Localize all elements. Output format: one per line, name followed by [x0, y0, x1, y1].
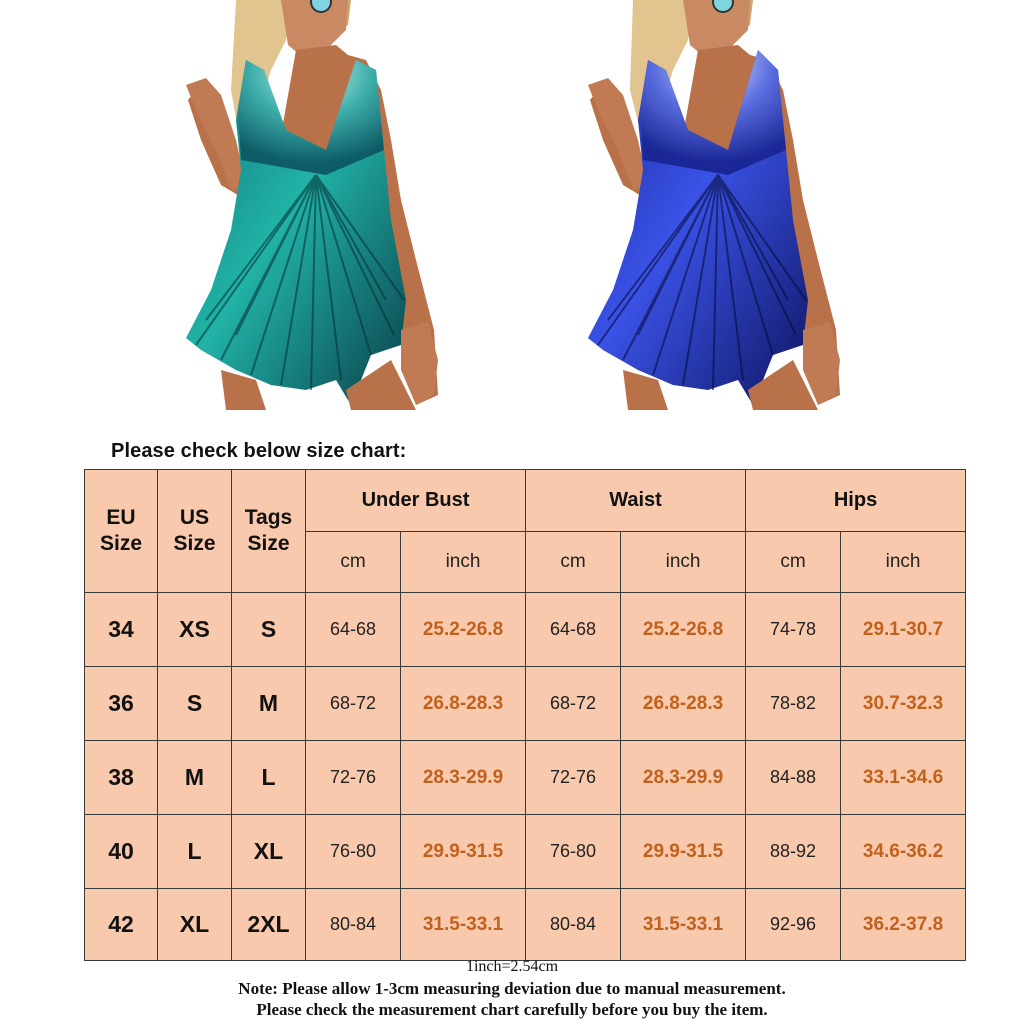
tag-size-cell: L [232, 741, 306, 815]
waist-inch-cell: 25.2-26.8 [621, 593, 746, 667]
us-size-cell: M [158, 741, 232, 815]
hips-inch-cell: 30.7-32.3 [841, 667, 966, 741]
hips-cm-cell: 78-82 [746, 667, 841, 741]
under-bust-cm-cell: 80-84 [306, 889, 401, 961]
unit-header: inch [401, 532, 526, 593]
under-bust-cm-cell: 64-68 [306, 593, 401, 667]
hips-inch-cell: 34.6-36.2 [841, 815, 966, 889]
eu-size-cell: 34 [85, 593, 158, 667]
size-chart-table [84, 469, 966, 961]
conversion-note: 1inch=2.54cm [465, 958, 559, 975]
us-size-cell: S [158, 667, 232, 741]
us-size-cell: L [158, 815, 232, 889]
waist-cm-cell: 76-80 [526, 815, 621, 889]
tag-size-cell: 2XL [232, 889, 306, 961]
us-size-cell: XS [158, 593, 232, 667]
teal-swimdress-model [176, 0, 456, 415]
tag-size-cell: S [232, 593, 306, 667]
under-bust-header: Under Bust [306, 470, 526, 532]
hips-cm-cell: 92-96 [746, 889, 841, 961]
table-row [85, 593, 966, 667]
waist-cm-cell: 80-84 [526, 889, 621, 961]
tags-size-header: Tags Size [232, 470, 306, 593]
waist-inch-cell: 29.9-31.5 [621, 815, 746, 889]
hips-inch-cell: 33.1-34.6 [841, 741, 966, 815]
table-row [85, 815, 966, 889]
under-bust-inch-cell: 28.3-29.9 [401, 741, 526, 815]
us-size-cell: XL [158, 889, 232, 961]
tag-size-cell: XL [232, 815, 306, 889]
waist-inch-cell: 28.3-29.9 [621, 741, 746, 815]
eu-size-header: EU Size [85, 470, 158, 593]
size-chart-heading: Please check below size chart: [111, 440, 407, 462]
table-row [85, 889, 966, 961]
hips-cm-cell: 74-78 [746, 593, 841, 667]
eu-size-cell: 38 [85, 741, 158, 815]
under-bust-inch-cell: 26.8-28.3 [401, 667, 526, 741]
hips-inch-cell: 29.1-30.7 [841, 593, 966, 667]
under-bust-cm-cell: 76-80 [306, 815, 401, 889]
unit-header: cm [526, 532, 621, 593]
under-bust-inch-cell: 25.2-26.8 [401, 593, 526, 667]
under-bust-inch-cell: 31.5-33.1 [401, 889, 526, 961]
eu-size-cell: 36 [85, 667, 158, 741]
product-photos [0, 0, 1024, 420]
eu-size-cell: 42 [85, 889, 158, 961]
waist-header: Waist [526, 470, 746, 532]
hips-inch-cell: 36.2-37.8 [841, 889, 966, 961]
under-bust-cm-cell: 72-76 [306, 741, 401, 815]
hips-header: Hips [746, 470, 966, 532]
under-bust-cm-cell: 68-72 [306, 667, 401, 741]
hips-cm-cell: 88-92 [746, 815, 841, 889]
blue-swimdress-model [578, 0, 858, 415]
hips-cm-cell: 84-88 [746, 741, 841, 815]
table-row [85, 741, 966, 815]
waist-inch-cell: 31.5-33.1 [621, 889, 746, 961]
unit-header: cm [746, 532, 841, 593]
check-chart-note: Please check the measurement chart carefully before you buy the item. [256, 1000, 768, 1019]
waist-inch-cell: 26.8-28.3 [621, 667, 746, 741]
tag-size-cell: M [232, 667, 306, 741]
unit-header: inch [841, 532, 966, 593]
measurement-note: Note: Please allow 1-3cm measuring deviation due to manual measurement. [238, 979, 786, 998]
under-bust-inch-cell: 29.9-31.5 [401, 815, 526, 889]
unit-header: cm [306, 532, 401, 593]
table-row [85, 667, 966, 741]
waist-cm-cell: 72-76 [526, 741, 621, 815]
waist-cm-cell: 64-68 [526, 593, 621, 667]
us-size-header: US Size [158, 470, 232, 593]
waist-cm-cell: 68-72 [526, 667, 621, 741]
eu-size-cell: 40 [85, 815, 158, 889]
unit-header: inch [621, 532, 746, 593]
